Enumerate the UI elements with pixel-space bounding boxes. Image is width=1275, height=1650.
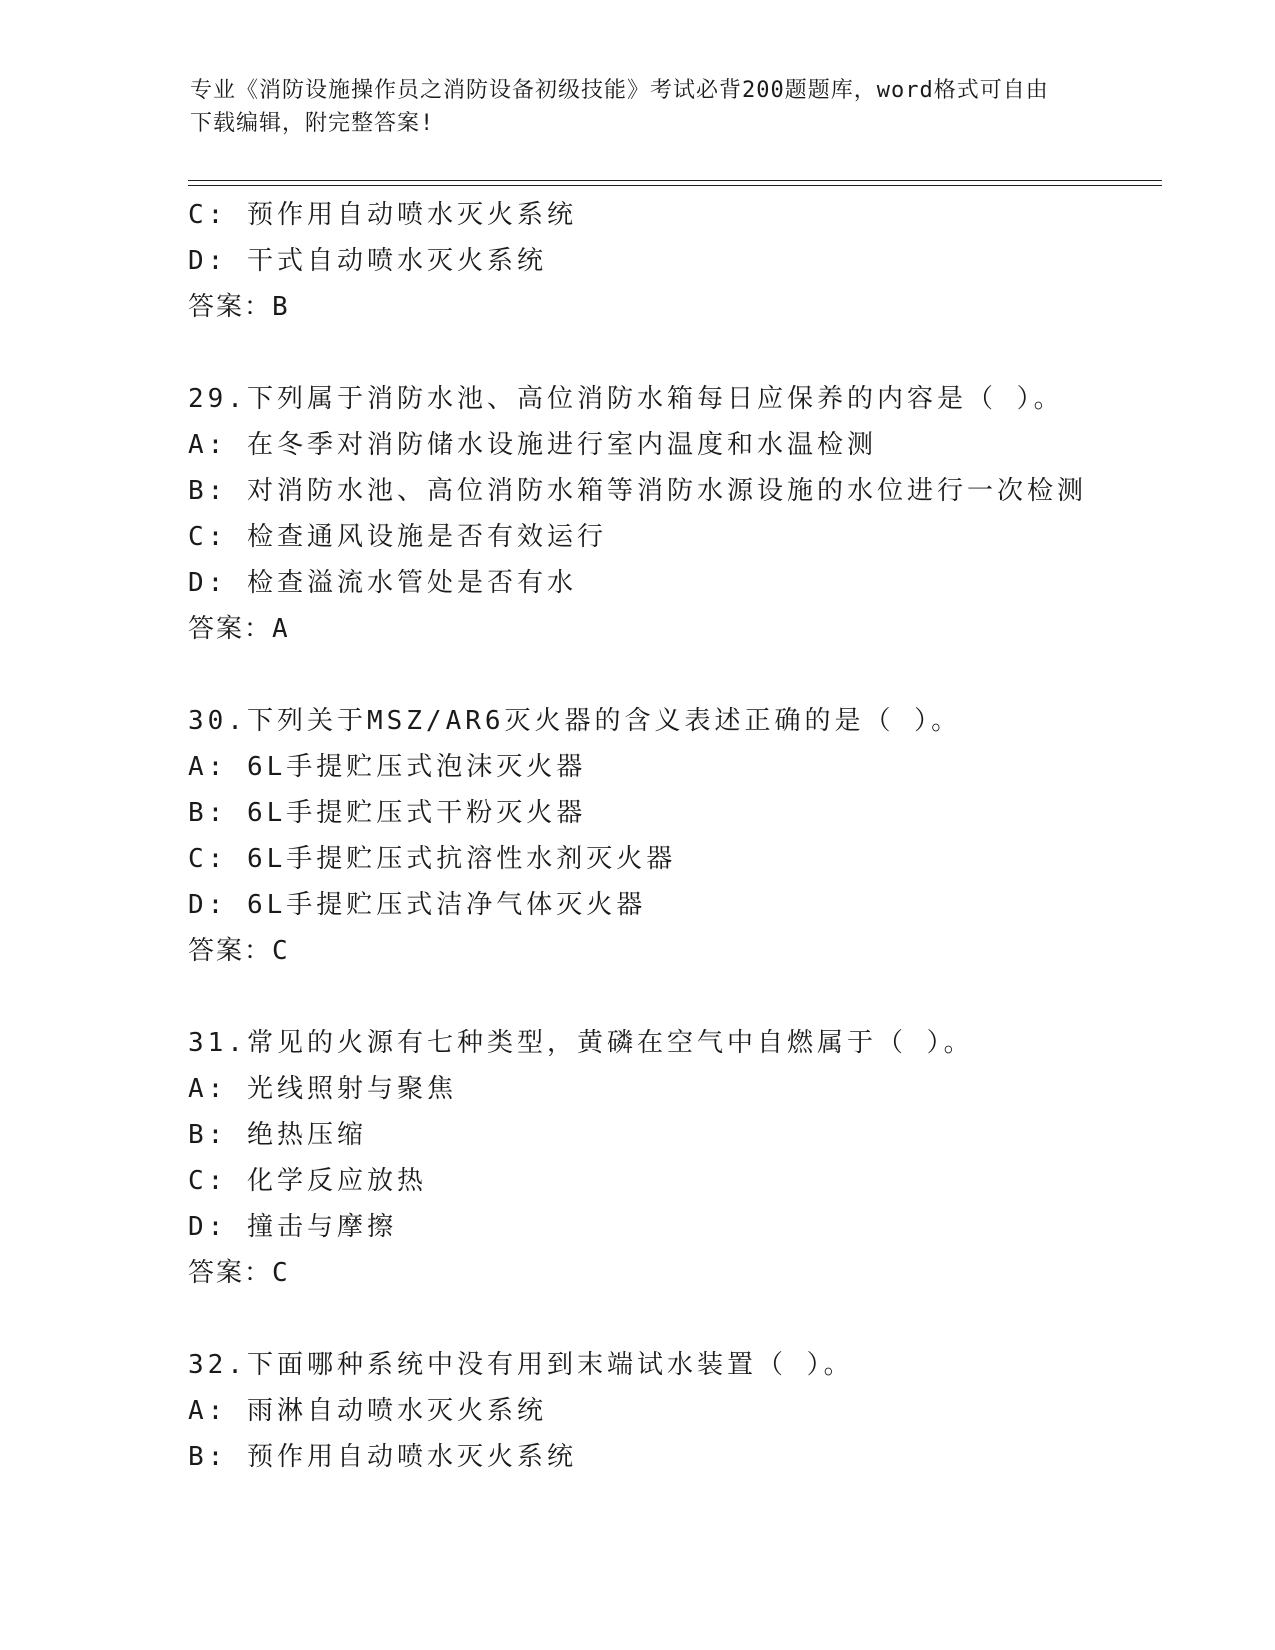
option-c: C: 检查通风设施是否有效运行 bbox=[188, 522, 607, 552]
question-stem: 30.下列关于MSZ/AR6灭火器的含义表述正确的是（ ）。 bbox=[188, 706, 962, 736]
question-stem: 29.下列属于消防水池、高位消防水箱每日应保养的内容是（ ）。 bbox=[188, 384, 1064, 414]
option-b: B: 对消防水池、高位消防水箱等消防水源设施的水位进行一次检测 bbox=[188, 476, 1087, 506]
spacer bbox=[188, 1296, 1148, 1342]
option-c: C: 预作用自动喷水灭火系统 bbox=[188, 200, 577, 230]
answer-value: C bbox=[272, 936, 290, 966]
option-d: D: 检查溢流水管处是否有水 bbox=[188, 568, 577, 598]
option-c: C: 6L手提贮压式抗溶性水剂灭火器 bbox=[188, 844, 677, 874]
spacer bbox=[188, 330, 1148, 376]
page-header bbox=[190, 74, 1070, 140]
option-b: B: 6L手提贮压式干粉灭火器 bbox=[188, 798, 587, 828]
answer-label: 答案： bbox=[188, 1258, 273, 1288]
answer-line bbox=[188, 284, 1148, 330]
option-a: A: 6L手提贮压式泡沫灭火器 bbox=[188, 752, 587, 782]
answer-line bbox=[188, 606, 1148, 652]
option-a: A: 在冬季对消防储水设施进行室内温度和水温检测 bbox=[188, 430, 877, 460]
question-stem: 32.下面哪种系统中没有用到末端试水装置（ ）。 bbox=[188, 1350, 854, 1380]
header-divider-bottom bbox=[188, 185, 1162, 186]
option-c: C: 化学反应放热 bbox=[188, 1166, 427, 1196]
answer-line bbox=[188, 1250, 1148, 1296]
answer-label: 答案： bbox=[188, 292, 273, 322]
question-29 bbox=[188, 376, 1148, 652]
option-a: A: 雨淋自动喷水灭火系统 bbox=[188, 1396, 547, 1426]
answer-value: B bbox=[272, 292, 290, 322]
question-32 bbox=[188, 1342, 1148, 1480]
continued-question bbox=[188, 192, 1148, 330]
option-b: B: 预作用自动喷水灭火系统 bbox=[188, 1442, 577, 1472]
option-d: D: 干式自动喷水灭火系统 bbox=[188, 246, 547, 276]
question-stem: 31.常见的火源有七种类型，黄磷在空气中自燃属于（ ）。 bbox=[188, 1028, 974, 1058]
spacer bbox=[188, 974, 1148, 1020]
answer-label: 答案： bbox=[188, 936, 273, 966]
option-d: D: 6L手提贮压式洁净气体灭火器 bbox=[188, 890, 647, 920]
option-b: B: 绝热压缩 bbox=[188, 1120, 367, 1150]
header-divider-top bbox=[188, 180, 1162, 181]
question-30 bbox=[188, 698, 1148, 974]
answer-line bbox=[188, 928, 1148, 974]
option-d: D: 撞击与摩擦 bbox=[188, 1212, 397, 1242]
question-list bbox=[188, 192, 1148, 1480]
spacer bbox=[188, 652, 1148, 698]
answer-value: A bbox=[272, 614, 290, 644]
answer-value: C bbox=[272, 1258, 290, 1288]
question-31 bbox=[188, 1020, 1148, 1296]
document-title: 专业《消防设施操作员之消防设备初级技能》考试必背200题题库，word格式可自由下载编辑，附完整答案! bbox=[190, 78, 1049, 136]
option-a: A: 光线照射与聚焦 bbox=[188, 1074, 457, 1104]
answer-label: 答案： bbox=[188, 614, 273, 644]
